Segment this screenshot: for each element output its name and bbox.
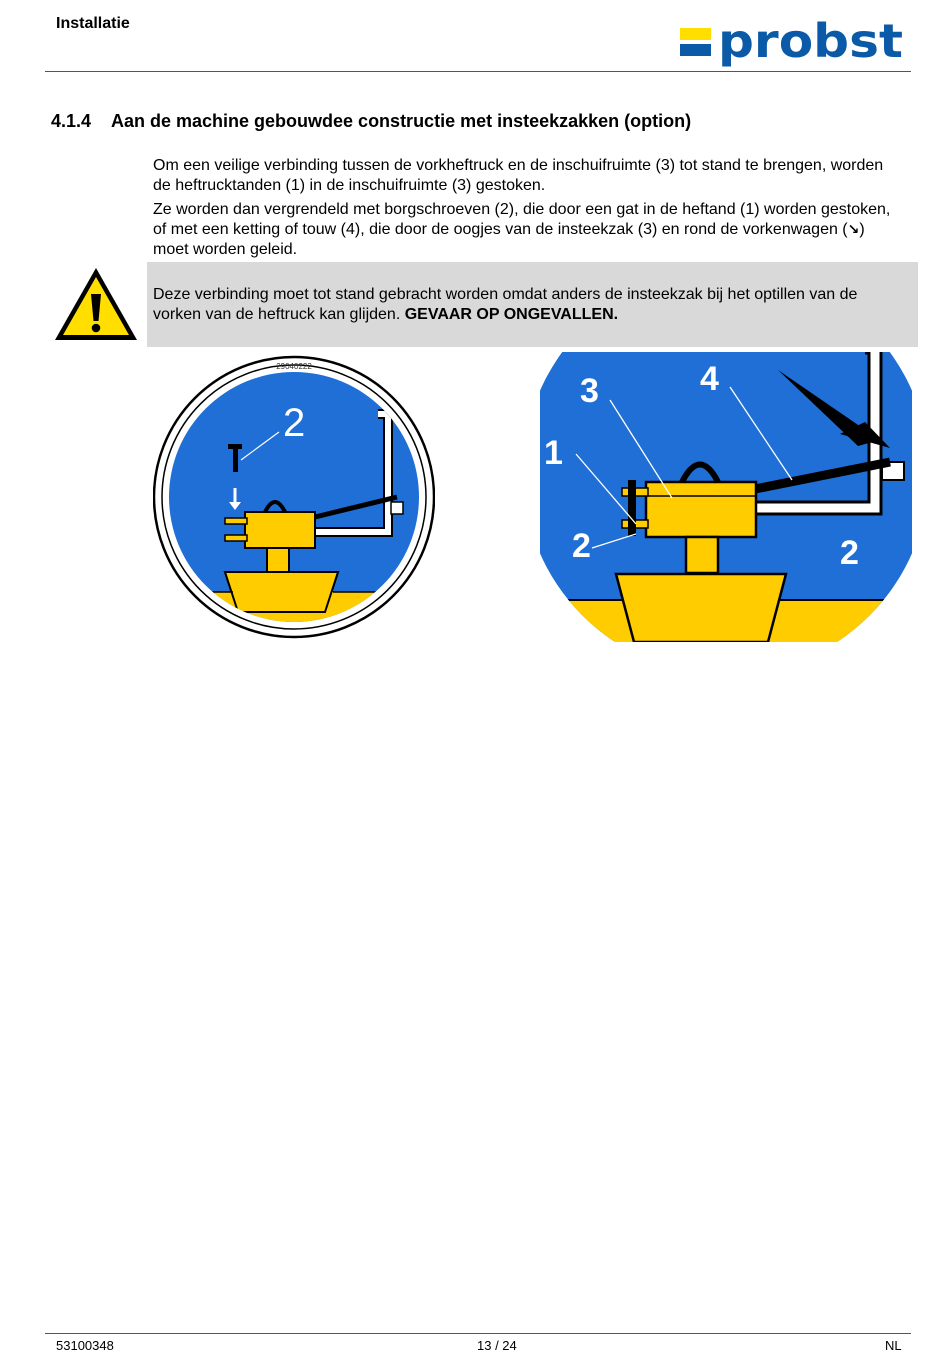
footer-page-number: 13 / 24	[477, 1338, 517, 1353]
footer-language: NL	[885, 1338, 902, 1353]
warning-triangle-icon	[53, 266, 139, 342]
section-title: Aan de machine gebouwdee constructie met insteekzakken (option)	[111, 111, 692, 131]
arrow-down-right-icon: ↘	[847, 221, 860, 238]
probst-logo	[680, 20, 905, 68]
warning-box	[147, 262, 918, 347]
footer-document-number: 53100348	[56, 1338, 114, 1353]
figure2-label-4: 4	[700, 360, 719, 398]
figure-code: 29040222	[276, 362, 312, 371]
paragraph-2-text-start: Ze worden dan vergrendeld met borgschroeven (2), die door een gat in de heftand (1) worden gestoken, of met een ketting of touw (4), die door de oogjes van de insteekzak (3) en rond de vorkenwagen (	[153, 201, 891, 238]
header-title: Installatie	[56, 15, 130, 32]
paragraph-2-text-end: ) moet worden geleid.	[153, 220, 865, 258]
figure-fork-pocket-detail	[540, 352, 912, 642]
header-divider	[45, 71, 911, 72]
figure2-label-1: 1	[544, 434, 563, 472]
section-number: 4.1.4	[51, 111, 92, 131]
body-paragraph-2	[153, 200, 893, 260]
figure2-label-2-right: 2	[840, 534, 859, 572]
figure-fork-locking-screw	[153, 352, 435, 642]
figure2-label-3: 3	[580, 372, 599, 410]
body-paragraph-1: Om een veilige verbinding tussen de vorkheftruck en de inschuifruimte (3) tot stand te brengen, worden de heftrucktanden (1) in de inschuifruimte (3) gestoken.	[153, 157, 884, 194]
warning-message: Deze verbinding moet tot stand gebracht worden omdat anders de insteekzak bij het optillen van de vorken van de heftruck kan glijden.	[153, 286, 858, 323]
warning-emphasis: GEVAAR OP ONGEVALLEN.	[404, 305, 619, 323]
logo-yellow-bar	[680, 28, 711, 40]
warning-text	[153, 285, 903, 324]
logo-blue-bar	[680, 44, 711, 56]
logo-text: probst	[718, 20, 903, 68]
figure2-label-2-left: 2	[572, 527, 591, 565]
figure1-label-2: 2	[283, 401, 306, 445]
footer-divider	[45, 1333, 911, 1334]
